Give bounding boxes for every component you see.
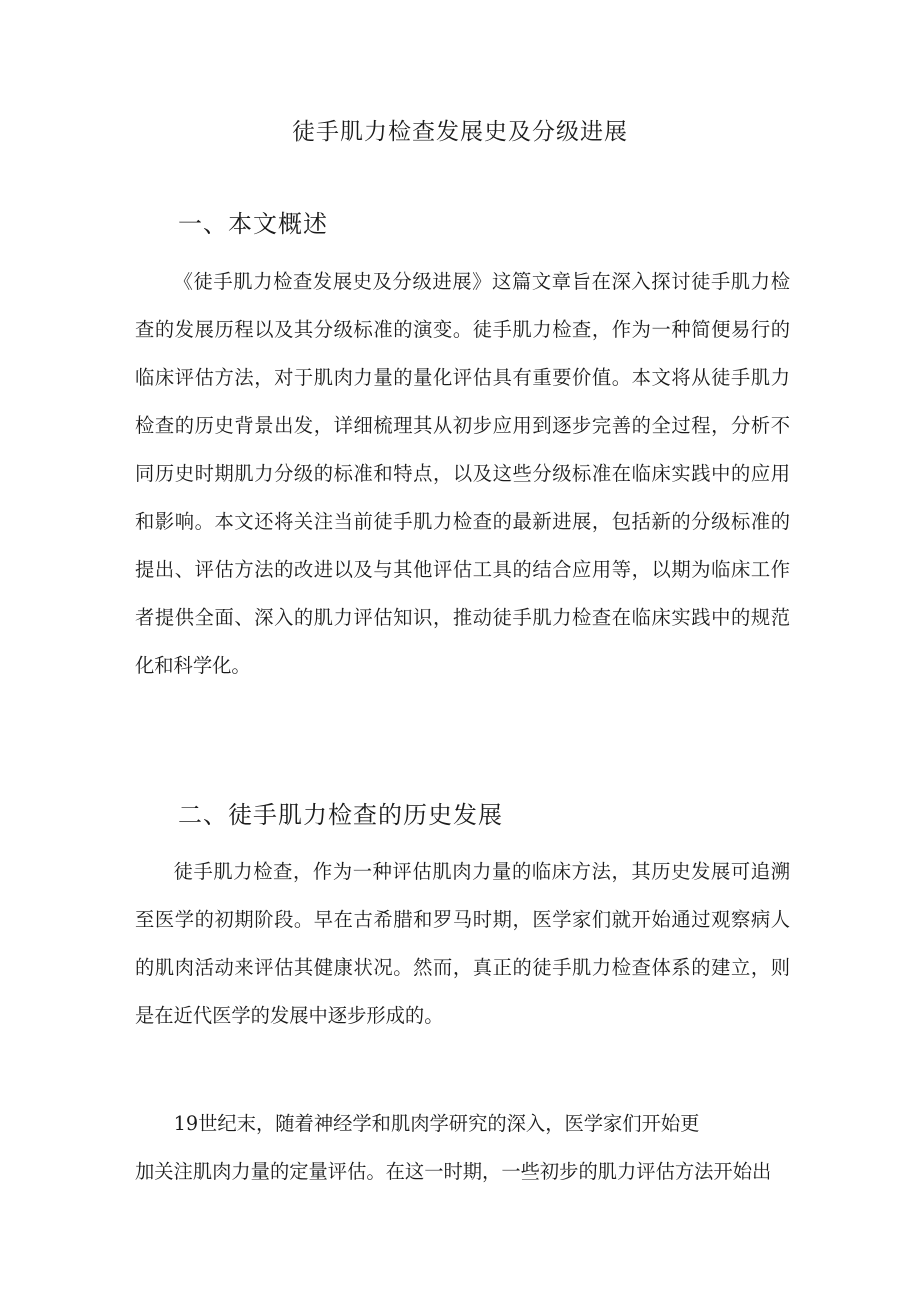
history-paragraph-2: 19世纪末，随着神经学和肌肉学研究的深入，医学家们开始更 bbox=[173, 1112, 700, 1135]
history-paragraph-1: 徒手肌力检查，作为一种评估肌肉力量的临床方法，其历史发展可追溯至医学的初期阶段。早在古希腊和罗马时期，医学家们就开始通过观察病人的肌肉活动来评估其健康状况。然而，真正的徒手肌力检查体系的建立，则是在近代医学的发展中逐步形成的。 bbox=[135, 860, 790, 1027]
history-paragraph-2-continued: 加关注肌肉力量的定量评估。在这一时期，一些初步的肌力评估方法开始出 bbox=[135, 1160, 772, 1183]
overview-paragraph: 《徒手肌力检查发展史及分级进展》这篇文章旨在深入探讨徒手肌力检查的发展历程以及其分级标准的演变。徒手肌力检查，作为一种简便易行的临床评估方法，对于肌肉力量的量化评估具有重要价值。本文将从徒手肌力检查的历史背景出发，详细梳理其从初步应用到逐步完善的全过程，分析不同历史时期肌力分级的标准和特点，以及这些分级标准在临床实践中的应用和影响。本文还将关注当前徒手肌力检查的最新进展，包括新的分级标准的提出、评估方法的改进以及与其他评估工具的结合应用等，以期为临床工作者提供全面、深入的肌力评估知识，推动徒手肌力检查在临床实践中的规范化和科学化。 bbox=[135, 270, 790, 677]
section-heading-overview: 一、本文概述 bbox=[178, 210, 328, 238]
document-title: 徒手肌力检查发展史及分级进展 bbox=[292, 119, 628, 145]
section-heading-history: 二、徒手肌力检查的历史发展 bbox=[178, 801, 503, 829]
